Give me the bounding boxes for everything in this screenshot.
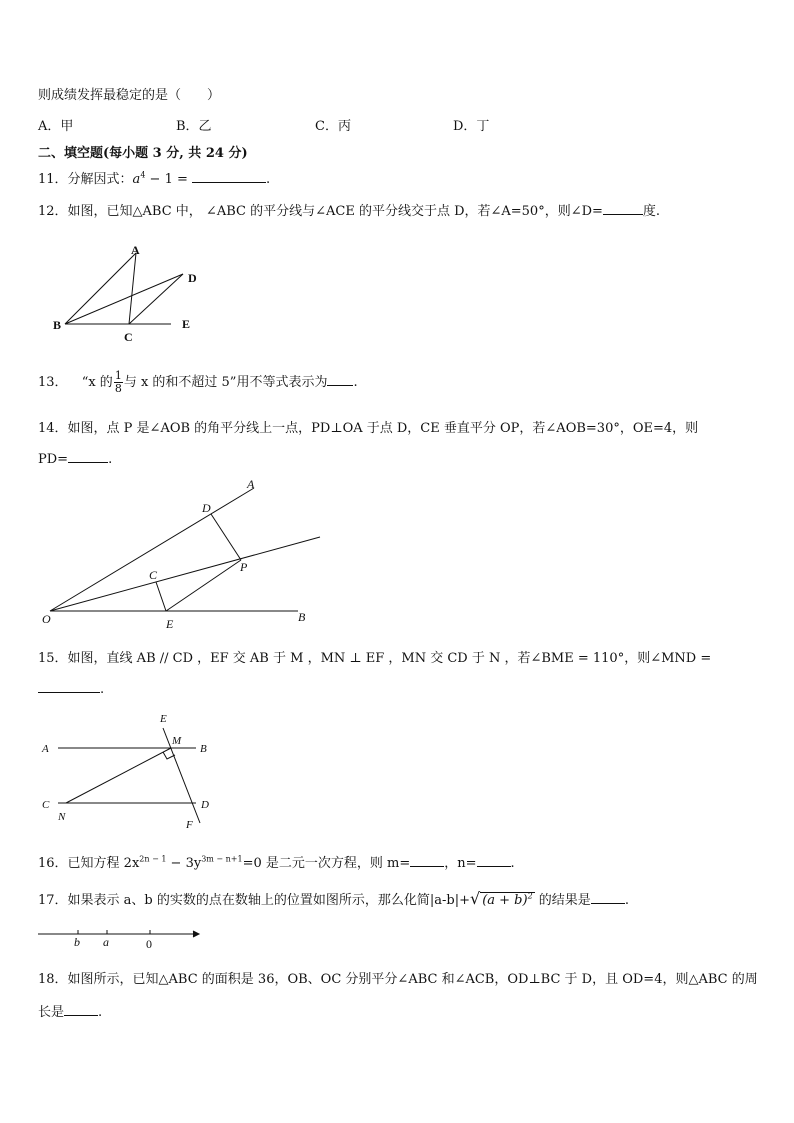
q13-answer-blank[interactable] [327, 373, 353, 386]
fig15-label-e: E [160, 713, 167, 725]
q16-m-blank[interactable] [410, 854, 444, 867]
fig15-label-a: A [42, 743, 49, 755]
question-14-line2 [38, 450, 112, 467]
fig12-label-b: B [53, 318, 62, 332]
q17-pre: 17．如果表示 a、b 的实数的点在数轴上的位置如图所示，那么化简|a-b|+ [38, 893, 470, 908]
q13-pre: “x 的 [81, 375, 113, 390]
q11-label: 11．分解因式： [38, 172, 133, 187]
q18-answer-blank[interactable] [64, 1003, 98, 1016]
figure-15 [38, 710, 218, 835]
fig14-label-c: C [149, 568, 158, 582]
q17-end: . [624, 893, 629, 908]
question-15-line2 [38, 680, 104, 697]
q12-text-end: 度. [642, 204, 661, 219]
q17-sqrt-inner [480, 892, 534, 908]
number-line [36, 922, 206, 952]
q17-post: 的结果是 [534, 893, 591, 908]
fig12-label-c: C [124, 330, 133, 344]
figure-14 [38, 476, 338, 636]
fig14-label-d: D [202, 501, 211, 515]
fig15-label-c: C [42, 799, 50, 811]
figure-12 [45, 240, 215, 350]
q17-sqrt: √ $(a + b)^2$ [470, 889, 533, 908]
fig14-label-o: O [42, 612, 51, 626]
q11-answer-blank[interactable] [192, 170, 266, 183]
fig15-label-b: B [200, 743, 207, 755]
q18-line2-post: . [98, 1005, 103, 1020]
question-15: 15．如图，直线 AB // CD ，EF 交 AB 于 M ，MN ⊥ EF ，MN 交 CD 于 N ，若∠BME = 110°，则∠MND = [38, 651, 712, 666]
fig14-label-b: B [298, 610, 306, 624]
question-14-line1: 14．如图，点 P 是∠AOB 的角平分线上一点，PD⊥OA 于点 D，CE 垂直平分 OP，若∠AOB=30°，OE=4，则 [38, 421, 699, 436]
q11-exp: 4 [140, 170, 146, 180]
fig15-label-n: N [58, 811, 66, 823]
q15-answer-blank[interactable] [38, 680, 100, 693]
q14-answer-blank[interactable] [68, 450, 108, 463]
fig14-label-e: E [166, 617, 174, 631]
q12-answer-blank[interactable] [603, 202, 643, 215]
question-18-line1: 18．如图所示，已知△ABC 的面积是 36，OB、OC 分别平分∠ABC 和∠ACB，OD⊥BC 于 D，且 OD=4，则△ABC 的周 [38, 972, 758, 987]
question-11: 11．分解因式：$a^4 - 1$ = . [38, 170, 271, 187]
q18-line2-pre: 长是 [38, 1005, 65, 1020]
question-12 [38, 200, 660, 219]
q10-option-c: C．丙 [315, 119, 351, 134]
numline-label-a: a [103, 935, 109, 949]
question-13 [38, 370, 358, 395]
q17-sqrt-exp: 2 [527, 891, 533, 901]
q13-frac-den: 8 [114, 382, 122, 395]
q17-sqrt-inner-text: (a + b) [482, 893, 528, 908]
q13-label: 13． [38, 375, 68, 390]
q13-fraction [114, 370, 123, 395]
q13-post: 与 x 的和不超过 5”用不等式表示为 [123, 375, 328, 390]
numline-label-zero: 0 [146, 937, 152, 951]
q16-pre: 16．已知方程 2x [38, 856, 140, 871]
q15-end: . [100, 682, 105, 697]
q10-option-d: D．丁 [453, 119, 490, 134]
q10-text: 则成绩发挥最稳定的是（ ） [38, 88, 221, 103]
q17-answer-blank[interactable] [591, 891, 625, 904]
fig15-label-m: M [172, 735, 182, 747]
q11-rest: − 1 = [145, 172, 188, 187]
fig15-label-d: D [201, 799, 209, 811]
question-16 [38, 852, 515, 871]
q16-end: . [510, 856, 515, 871]
question-18-line2 [38, 1001, 102, 1020]
q10-option-a: A．甲 [38, 119, 74, 134]
q16-mid: − 3y [166, 856, 202, 871]
fig12-label-e: E [182, 317, 191, 331]
q14-line2-pre: PD= [38, 452, 69, 467]
q13-end: . [353, 375, 358, 390]
q12-text: 12．如图，已知△ABC 中， ∠ABC 的平分线与∠ACE 的平分线交于点 D，若∠A=50°，则∠D= [38, 204, 603, 219]
q11-var: a [132, 172, 141, 187]
fig12-label-d: D [188, 271, 197, 285]
numline-label-b: b [74, 935, 80, 949]
question-17 [38, 889, 629, 908]
q16-exp2: 3m − n+1 [201, 854, 243, 864]
fig12-label-a: A [131, 243, 140, 257]
q14-line2-post: . [108, 452, 113, 467]
fig14-label-p: P [240, 560, 248, 574]
q16-n-blank[interactable] [477, 854, 511, 867]
section-title: 二、填空题(每小题 3 分, 共 24 分) [38, 146, 248, 161]
fig15-label-f: F [186, 819, 193, 831]
fig14-label-a: A [247, 477, 255, 491]
q16-post: =0 是二元一次方程，则 m= [242, 856, 411, 871]
q16-sep: ，n= [444, 856, 477, 871]
q13-frac-num: 1 [114, 369, 122, 382]
q16-exp1: 2n − 1 [139, 854, 167, 864]
q10-option-b: B．乙 [176, 119, 212, 134]
